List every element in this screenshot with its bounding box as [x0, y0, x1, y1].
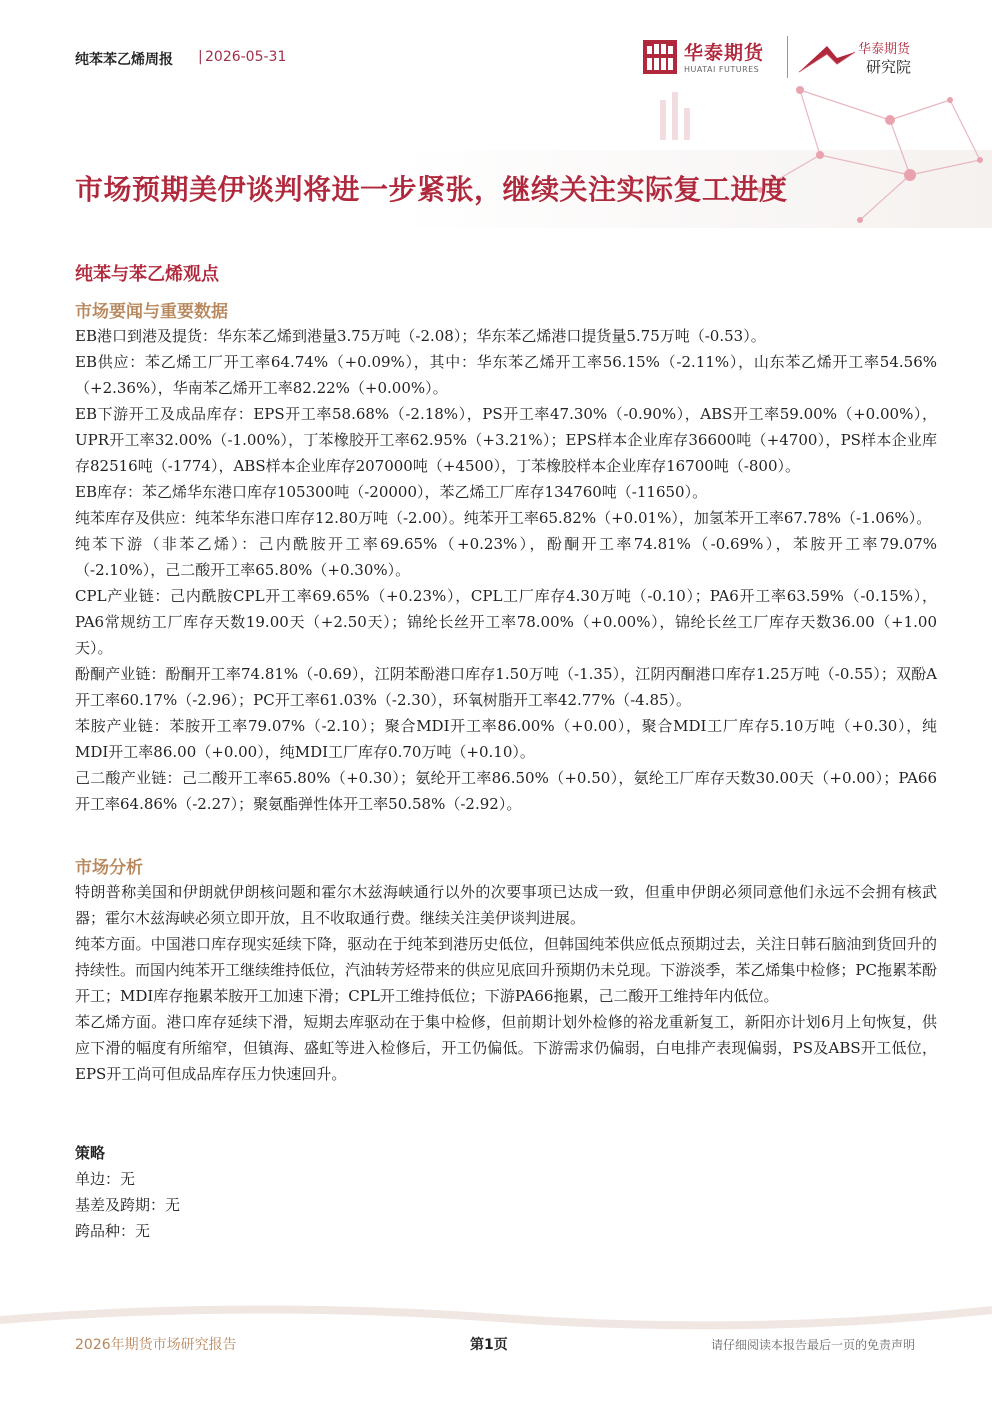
logo-text-cn: 华泰期货	[684, 42, 765, 64]
list-item: 纯苯下游（非苯乙烯）：己内酰胺开工率69.65%（+0.23%），酚酮开工率74.81%（-0.69%），苯胺开工率79.07%（-2.10%），己二酸开工率65.80%（+0.30%）。	[75, 535, 937, 579]
list-item: 纯苯库存及供应：纯苯华东港口库存12.80万吨（-2.00）。纯苯开工率65.82%（+0.01%），加氢苯开工率67.78%（-1.06%）。	[75, 509, 932, 527]
page-number: 第1页	[470, 1337, 508, 1353]
institute-logo-icon	[797, 40, 857, 76]
list-item: EB下游开工及成品库存：EPS开工率58.68%（-2.18%），PS开工率47.30%（-0.90%），ABS开工率59.00%（+0.00%），UPR开工率32.00%（-1.00%），丁苯橡胶开工率62.95%（+3.21%）；EPS样本企业库存36600吨（+4700），PS样本企业库存82516吨（-1774），ABS样本企业库存207000吨（+4500），丁苯橡胶样本企业库存16700吨（-800）。	[75, 405, 937, 475]
list-item: 酚酮产业链：酚酮开工率74.81%（-0.69），江阴苯酚港口库存1.50万吨（-1.35），江阴丙酮港口库存1.25万吨（-0.55）；双酚A开工率60.17%（-2.96）；PC开工率61.03%（-2.30），环氧树脂开工率42.77%（-4.85）。	[75, 665, 937, 709]
analysis-paragraph: 特朗普称美国和伊朗就伊朗核问题和霍尔木兹海峡通行以外的次要事项已达成一致，但重申伊朗必须同意他们永远不会拥有核武器；霍尔木兹海峡必须立即开放，且不收取通行费。继续关注美伊谈判进展。	[75, 883, 937, 927]
list-item: EB供应：苯乙烯工厂开工率64.74%（+0.09%），其中：华东苯乙烯开工率56.15%（-2.11%），山东苯乙烯开工率54.56%（+2.36%），华南苯乙烯开工率82.22%（+0.00%）。	[75, 353, 937, 397]
list-item: 己二酸产业链：己二酸开工率65.80%（+0.30）；氨纶开工率86.50%（+0.50），氨纶工厂库存天数30.00天（+0.00）；PA66开工率64.86%（-2.27）；聚氨酯弹性体开工率50.58%（-2.92）。	[75, 769, 937, 813]
list-item: 苯胺产业链：苯胺开工率79.07%（-2.10）；聚合MDI开工率86.00%（+0.00），聚合MDI工厂库存5.10万吨（+0.30），纯MDI开工率86.00（+0.00），纯MDI工厂库存0.70万吨（+0.10）。	[75, 717, 937, 761]
logo-divider	[787, 36, 788, 78]
report-date: 2026-05-31	[205, 49, 287, 65]
list-item: EB库存：苯乙烯华东港口库存105300吨（-20000），苯乙烯工厂库存134760吨（-11650）。	[75, 483, 708, 501]
strategy-item: 单边：无	[75, 1170, 136, 1188]
list-item: EB港口到港及提货：华东苯乙烯到港量3.75万吨（-2.08）；华东苯乙烯港口提货量5.75万吨（-0.53）。	[75, 327, 766, 345]
huatai-logo-icon	[643, 40, 677, 74]
footer-report-name: 2026年期货市场研究报告	[75, 1337, 237, 1353]
market-data-list	[75, 323, 937, 817]
list-item: CPL产业链：己内酰胺CPL开工率69.65%（+0.23%），CPL工厂库存4.30万吨（-0.10）；PA6开工率63.59%（-0.15%），PA6常规纺工厂库存天数19.00天（+2.50天）；锦纶长丝开工率78.00%（+0.00%），锦纶长丝工厂库存天数36.00（+1.00天）。	[75, 587, 937, 657]
institute-name-line2: 研究院	[866, 58, 912, 76]
institute-name-line1: 华泰期货	[858, 42, 911, 57]
strategy-item: 跨品种：无	[75, 1222, 151, 1240]
section-title: 纯苯与苯乙烯观点	[75, 264, 219, 285]
analysis-paragraph: 苯乙烯方面。港口库存延续下滑，短期去库驱动在于集中检修，但前期计划外检修的裕龙重新复工，新阳亦计划6月上旬恢复，供应下滑的幅度有所缩窄，但镇海、盛虹等进入检修后，开工仍偏低。下游需求仍偏弱，白电排产表现偏弱，PS及ABS开工低位，EPS开工尚可但成品库存压力快速回升。	[75, 1013, 937, 1083]
strategy-item: 基差及跨期：无	[75, 1196, 181, 1214]
analysis-text	[75, 879, 937, 1087]
report-title: 纯苯苯乙烯周报	[75, 52, 173, 68]
footer-decoration-icon	[0, 1290, 992, 1330]
subheading-market-data: 市场要闻与重要数据	[75, 302, 228, 322]
headline: 市场预期美伊谈判将进一步紧张，继续关注实际复工进度	[75, 173, 788, 206]
title-separator: |	[198, 49, 203, 65]
disclaimer-note: 请仔细阅读本报告最后一页的免责声明	[710, 1338, 915, 1352]
analysis-paragraph: 纯苯方面。中国港口库存现实延续下降，驱动在于纯苯到港历史低位，但韩国纯苯供应低点预期过去，关注日韩石脑油到货回升的持续性。而国内纯苯开工继续维持低位，汽油转芳烃带来的供应见底回升预期仍未兑现。下游淡季，苯乙烯集中检修；PC拖累苯酚开工；MDI库存拖累苯胺开工加速下滑；CPL开工维持低位；下游PA66拖累，己二酸开工维持年内低位。	[75, 935, 937, 1005]
logo-text-en: HUATAI FUTURES	[684, 65, 760, 74]
subheading-analysis: 市场分析	[75, 858, 143, 878]
subheading-strategy: 策略	[75, 1144, 106, 1162]
